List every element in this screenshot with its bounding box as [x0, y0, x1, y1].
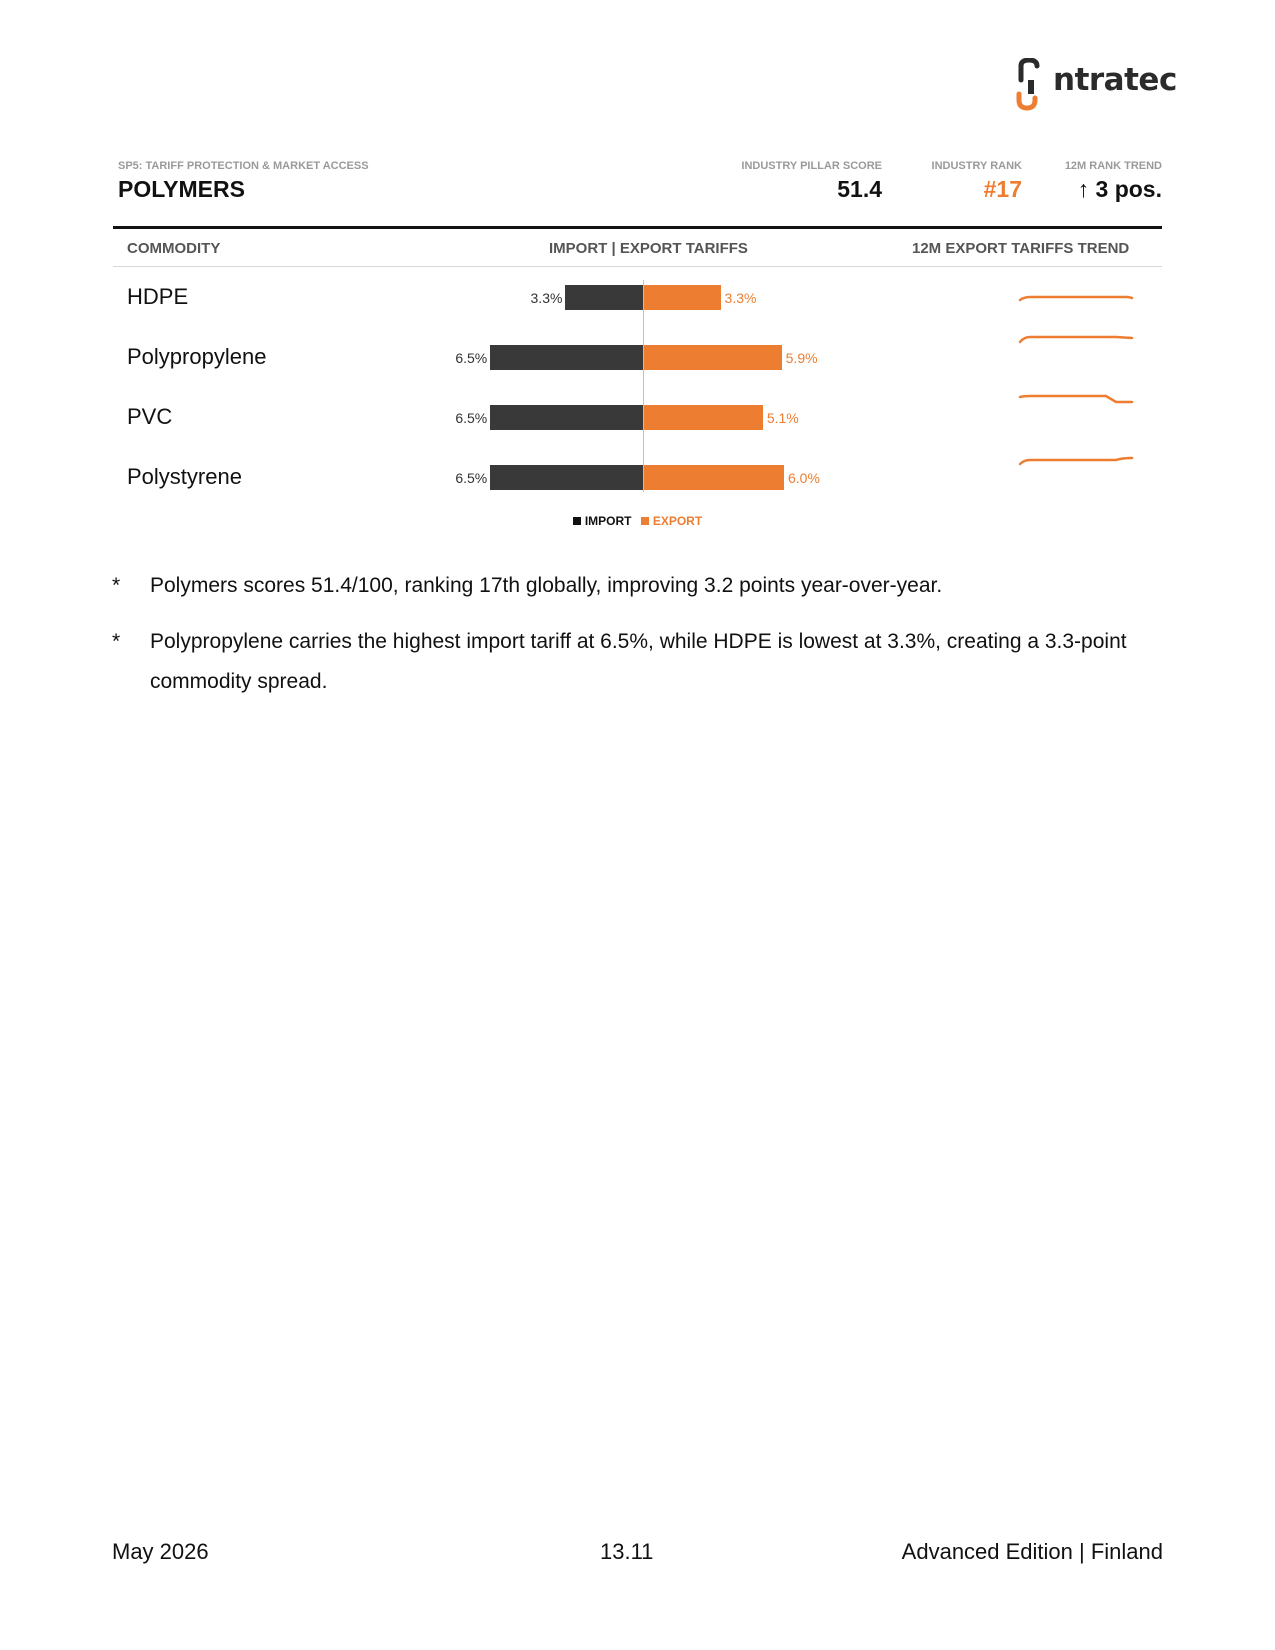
bullet-text: Polypropylene carries the highest import tariff at 6.5%, while HDPE is lowest at 3.3%, creating a 3.3-point commodity spread. [150, 630, 1127, 693]
intratec-logo [1015, 58, 1177, 114]
column-header-commodity: COMMODITY [127, 240, 221, 257]
export-tariff-label: 5.1% [766, 410, 799, 426]
bullet-item [112, 566, 1164, 606]
import-tariff-bar [490, 345, 643, 370]
bullet-marker: * [112, 630, 121, 653]
footer-edition: Advanced Edition | Finland [901, 1539, 1163, 1564]
export-trend-sparkline [1018, 388, 1134, 412]
legend-item-import [573, 514, 632, 528]
kpi-industry-rank [932, 160, 1022, 203]
footer-date: May 2026 [112, 1539, 209, 1564]
table-row-label: Polypropylene [127, 344, 267, 369]
kpi-value: #17 [983, 176, 1022, 202]
logo-mark-icon [1015, 58, 1055, 114]
table-header-divider [113, 266, 1162, 267]
bullet-item [112, 622, 1164, 702]
export-trend-sparkline [1018, 328, 1134, 352]
export-tariff-label: 6.0% [788, 470, 820, 486]
export-trend-sparkline [1018, 444, 1134, 468]
import-tariff-label: 3.3% [530, 290, 563, 306]
page-title: POLYMERS [118, 176, 245, 202]
kpi-value: ↑ 3 pos. [1077, 176, 1162, 202]
export-tariff-bar [643, 405, 763, 430]
bullet-marker: * [112, 574, 121, 597]
logo-wordmark: ntratec [1053, 62, 1177, 98]
legend-item-export [641, 514, 702, 528]
bullet-text: Polymers scores 51.4/100, ranking 17th globally, improving 3.2 points year-over-year. [150, 574, 943, 597]
table-row-label: Polystyrene [127, 464, 242, 489]
kpi-label: INDUSTRY RANK [931, 160, 1022, 172]
export-tariff-bar [643, 345, 782, 370]
tariff-zero-axis [643, 280, 644, 492]
legend-label: IMPORT [584, 514, 632, 528]
column-header-trend: 12M EXPORT TARIFFS TREND [912, 240, 1130, 257]
export-trend-sparkline [1018, 284, 1134, 308]
section-header [118, 160, 1162, 206]
column-header-tariffs: IMPORT | EXPORT TARIFFS [549, 240, 748, 257]
legend-swatch-import [573, 517, 581, 525]
footer-page-number: 13.11 [600, 1539, 654, 1564]
kpi-label: 12M RANK TREND [1064, 160, 1162, 172]
chart-legend [0, 514, 1275, 528]
import-tariff-label: 6.5% [455, 410, 488, 426]
kpi-label: INDUSTRY PILLAR SCORE [741, 160, 882, 172]
export-tariff-bar [643, 465, 784, 490]
table-row-label: PVC [127, 404, 173, 429]
import-tariff-label: 6.5% [455, 470, 488, 486]
import-tariff-bar [565, 285, 643, 310]
kpi-pillar-score [741, 160, 882, 203]
import-tariff-label: 6.5% [455, 350, 488, 366]
export-tariff-bar [643, 285, 721, 310]
import-tariff-bar [490, 465, 643, 490]
table-row-label: HDPE [127, 284, 189, 309]
legend-label: EXPORT [652, 514, 703, 528]
kpi-rank-trend [1065, 160, 1162, 203]
kpi-value: 51.4 [837, 176, 882, 202]
section-eyebrow: SP5: TARIFF PROTECTION & MARKET ACCESS [118, 160, 369, 172]
export-tariff-label: 3.3% [724, 290, 757, 306]
insight-bullets [112, 566, 1164, 718]
header-divider [113, 226, 1162, 229]
import-tariff-bar [490, 405, 643, 430]
export-tariff-label: 5.9% [785, 350, 818, 366]
legend-swatch-export [641, 517, 649, 525]
